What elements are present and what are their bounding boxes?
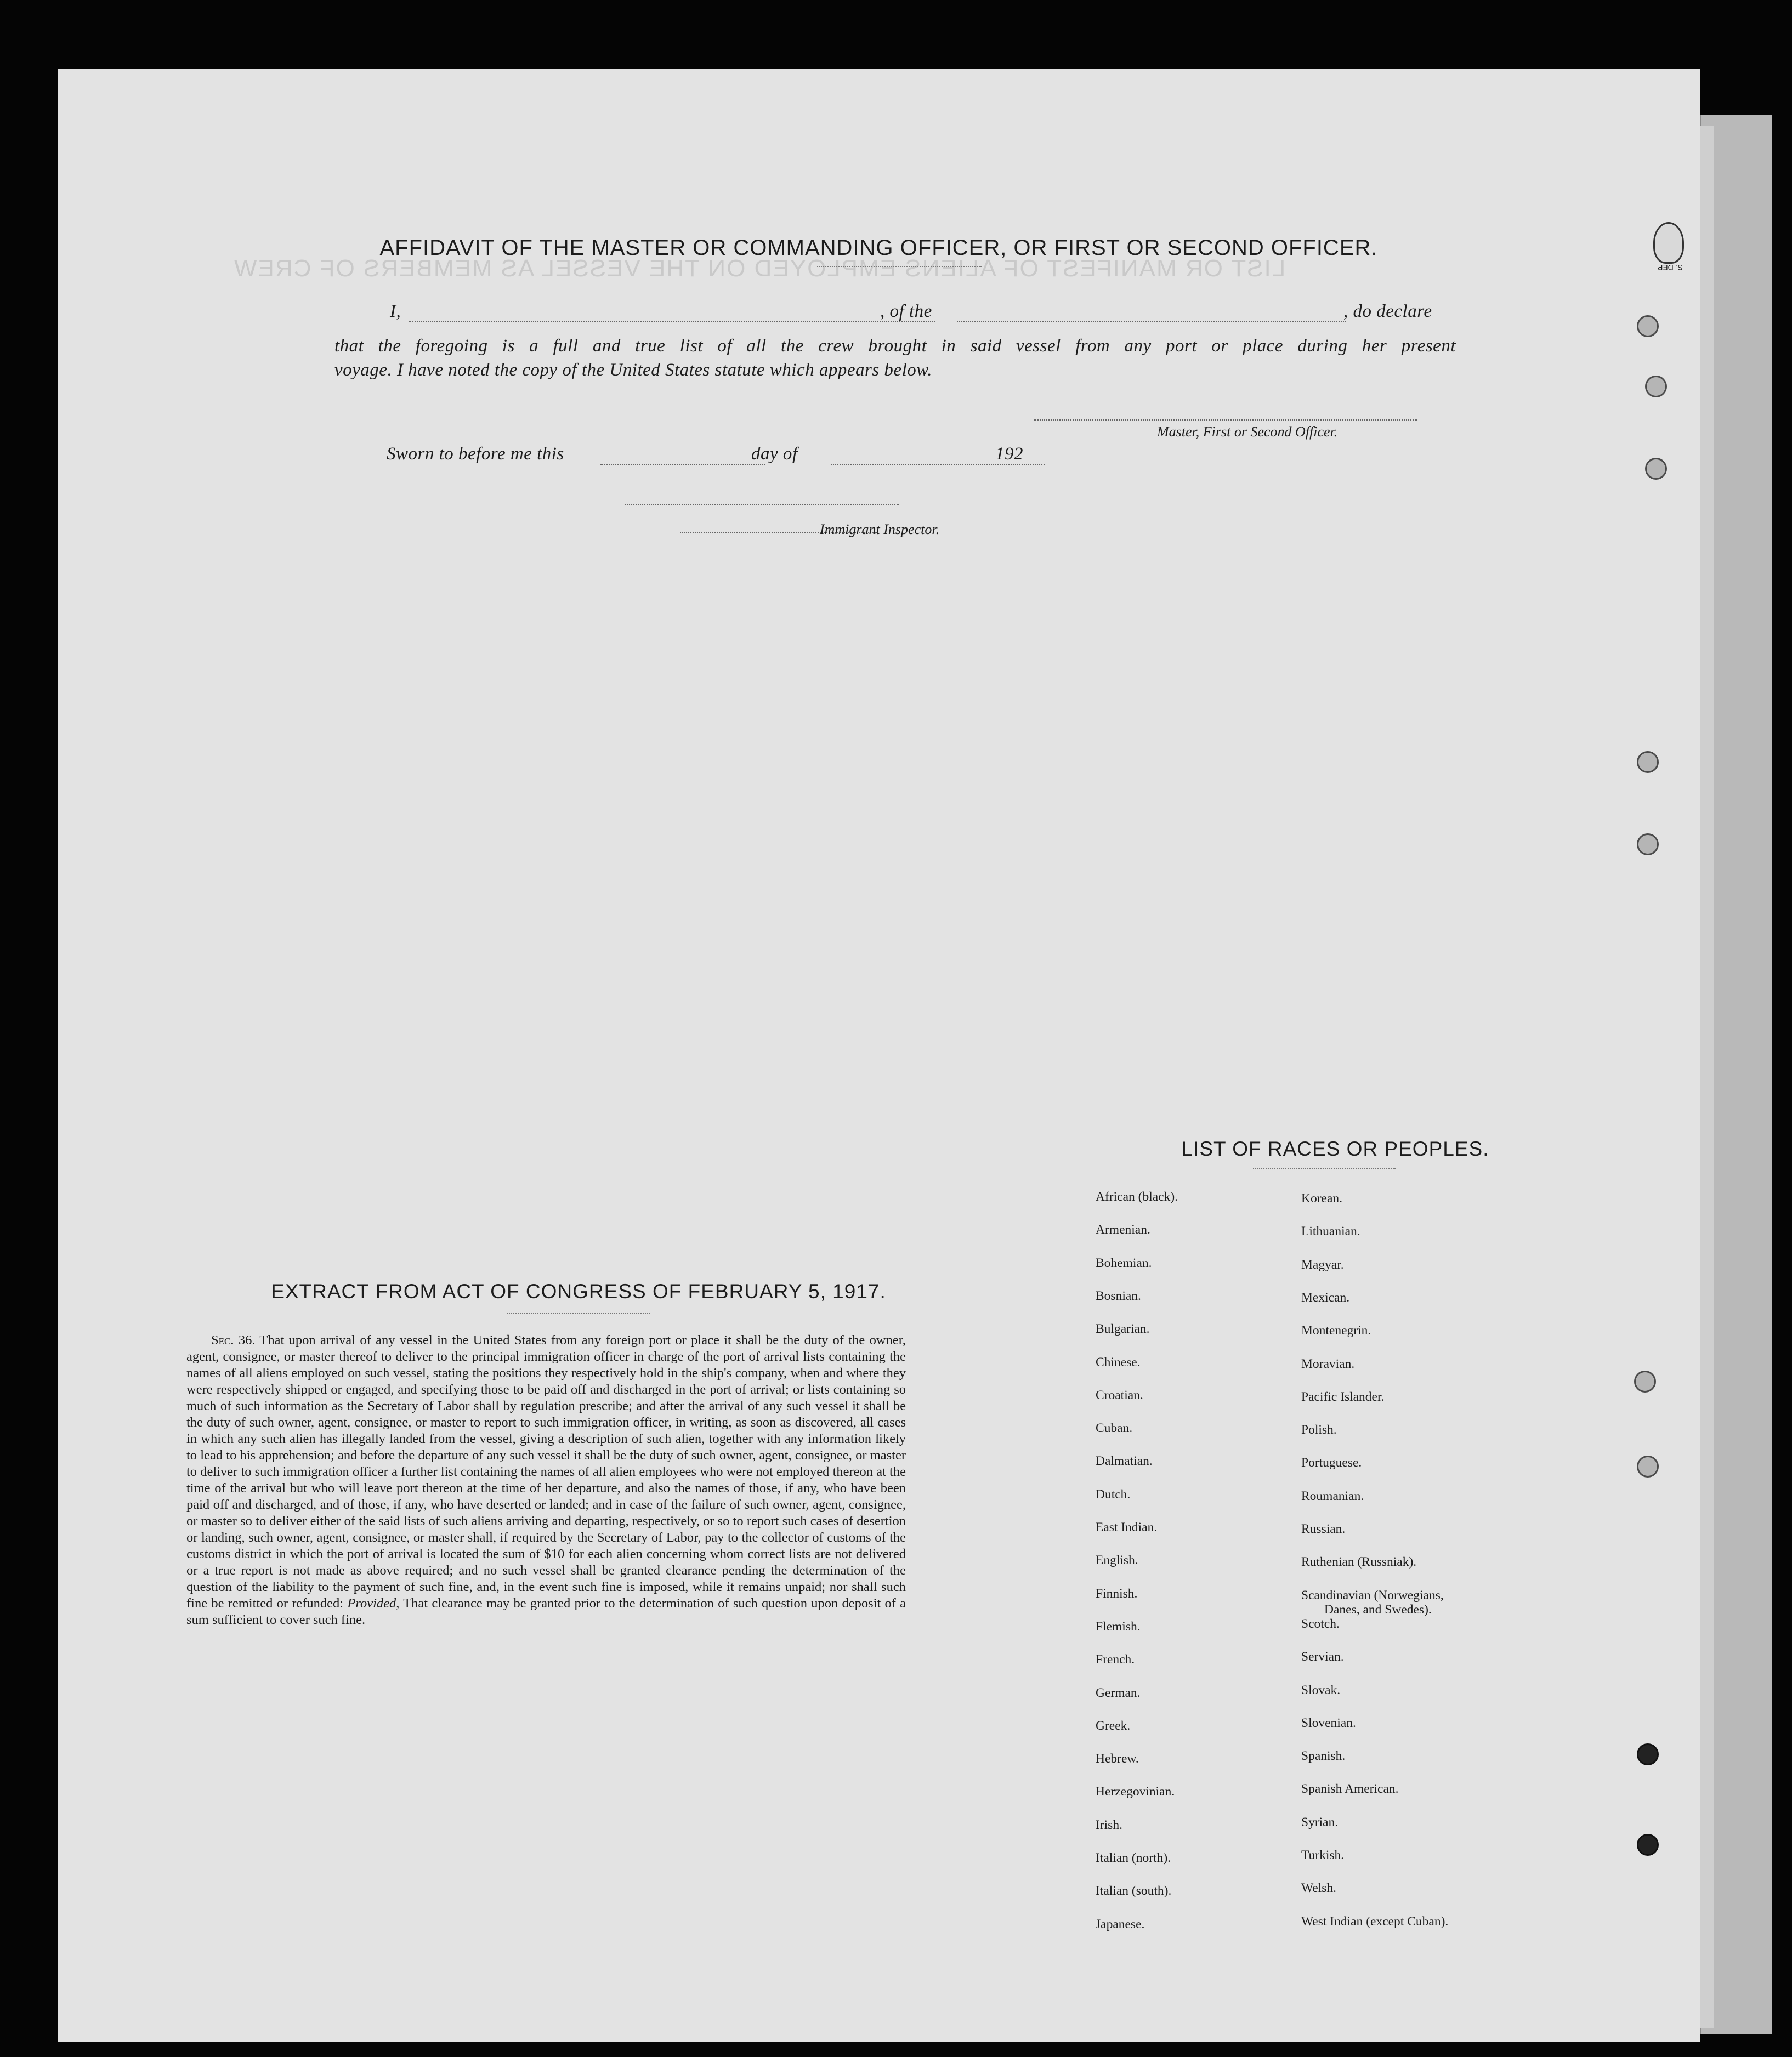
race-item: Scotch. bbox=[1301, 1617, 1340, 1631]
sworn-label: Sworn to before me this bbox=[387, 444, 564, 464]
race-item: German. bbox=[1096, 1686, 1141, 1700]
provided-word: Provided, bbox=[347, 1596, 400, 1611]
affidavit-i-label: I, bbox=[390, 302, 401, 321]
affidavit-do-declare-label: , do declare bbox=[1343, 302, 1432, 321]
punch-hole bbox=[1637, 1456, 1659, 1478]
race-item: Chinese. bbox=[1096, 1355, 1141, 1370]
race-item: Turkish. bbox=[1301, 1848, 1345, 1862]
punch-hole bbox=[1645, 458, 1667, 480]
punch-hole bbox=[1637, 1834, 1659, 1856]
extract-title: EXTRACT FROM ACT OF CONGRESS OF FEBRUARY 5, 1917. bbox=[271, 1280, 886, 1303]
race-item: Portuguese. bbox=[1301, 1456, 1362, 1470]
race-item: Polish. bbox=[1301, 1423, 1337, 1437]
race-item: Armenian. bbox=[1096, 1223, 1150, 1237]
race-item: Slovenian. bbox=[1301, 1716, 1356, 1730]
affidavit-of-the-label: , of the bbox=[880, 302, 932, 321]
title-underline bbox=[817, 266, 982, 267]
race-item: Korean. bbox=[1301, 1191, 1343, 1206]
act-section-36-text bbox=[186, 1332, 906, 1628]
day-blank bbox=[600, 464, 765, 465]
section-body-end: That clearance may be granted prior to the determination of such question upon deposit of a sum sufficient to cover such fine. bbox=[186, 1596, 906, 1627]
race-item: Hebrew. bbox=[1096, 1752, 1139, 1766]
race-item: West Indian (except Cuban). bbox=[1301, 1914, 1449, 1929]
department-stamp bbox=[1653, 222, 1684, 264]
race-item: East Indian. bbox=[1096, 1520, 1158, 1535]
race-item: Servian. bbox=[1301, 1650, 1344, 1664]
race-item: Montenegrin. bbox=[1301, 1323, 1371, 1338]
race-item: Bosnian. bbox=[1096, 1289, 1141, 1303]
bleed-through-header: LIST OR MANIFEST OF ALIENS EMPLOYED ON THE VESSEL AS MEMBERS OF CREW bbox=[233, 255, 1286, 282]
punch-hole bbox=[1637, 751, 1659, 773]
race-item: Irish. bbox=[1096, 1818, 1122, 1832]
race-item: Welsh. bbox=[1301, 1881, 1337, 1895]
race-item: Dalmatian. bbox=[1096, 1454, 1153, 1468]
affidavit-line-3: voyage. I have noted the copy of the United States statute which appears below. bbox=[334, 360, 933, 380]
year-prefix: 192 bbox=[995, 444, 1023, 464]
day-of-label: day of bbox=[751, 444, 798, 464]
race-item: Lithuanian. bbox=[1301, 1224, 1360, 1238]
race-item: Croatian. bbox=[1096, 1388, 1143, 1402]
race-item-continuation: Danes, and Swedes). bbox=[1324, 1603, 1432, 1617]
section-body: That upon arrival of any vessel in the United States from any foreign port or place it shall be the duty of the owner, agent, consignee, or master thereof to deliver to the principal immigration officer in charge of the port of arrival lists containing the names of all aliens employed on such vessel, stating the positions they respectively hold in the ship's company, when and where they were respectively shipped or engaged, and specifying those to be paid off and discharged in the port of arrival; or lists containing so much of such information as the Secretary of Labor shall by regulation prescribe; and after the arrival of any such vessel it shall be the duty of such owner, agent, consignee, or master to report to such immigration officer, in writing, as soon as discovered, all cases in which any such alien has illegally landed from the vessel, giving a description of such alien, together with any information likely to lead to his apprehension; and before the departure of any such vessel it shall be the duty of such owner, agent, consignee, or master to deliver to such immigration officer a further list containing the names of all alien employees who were not employed thereon at the time of the arrival but who will leave port thereon at the time of her departure, and also the names of those, if any, who have been paid off and discharged, and of those, if any, who have deserted or landed; and in case of the failure of such owner, agent, consignee, or master so to deliver either of the said lists of such aliens arriving and departing, respectively, or so to report such cases of desertion or landing, such owner, agent, consignee, or master shall, if required by the Secretary of Labor, pay to the collector of customs of the customs district in which the port of arrival is located the sum of $10 for each alien concerning whom correct lists are not delivered or a true report is not made as above required; and no such vessel shall be granted clearance pending the determination of the question of the liability to the payment of such fine, and, in the event such fine is imposed, while it remains unpaid; nor shall such fine be remitted or refunded: bbox=[186, 1333, 906, 1611]
punch-hole bbox=[1634, 1371, 1656, 1393]
race-item: Mexican. bbox=[1301, 1291, 1350, 1305]
race-item: Bohemian. bbox=[1096, 1256, 1152, 1270]
race-item: Syrian. bbox=[1301, 1815, 1339, 1829]
inspector-top-blank bbox=[625, 504, 899, 505]
race-item: Spanish American. bbox=[1301, 1782, 1399, 1796]
punch-hole bbox=[1637, 315, 1659, 337]
race-item: French. bbox=[1096, 1652, 1135, 1667]
race-item: Greek. bbox=[1096, 1719, 1131, 1733]
race-item: Russian. bbox=[1301, 1522, 1346, 1536]
race-item: Flemish. bbox=[1096, 1620, 1141, 1634]
races-title-underline bbox=[1253, 1168, 1396, 1169]
race-item: Ruthenian (Russniak). bbox=[1301, 1555, 1417, 1569]
name-blank bbox=[409, 321, 935, 322]
punch-hole bbox=[1645, 376, 1667, 397]
affidavit-line-2: that the foregoing is a full and true list of all the crew brought in said vessel from any port or place during her present bbox=[334, 336, 1456, 356]
race-item: Scandinavian (Norwegians, bbox=[1301, 1588, 1444, 1603]
signature-blank bbox=[1034, 419, 1417, 421]
department-stamp-text: S. DEP bbox=[1658, 263, 1683, 272]
race-item: Cuban. bbox=[1096, 1421, 1133, 1435]
section-label: Sec. 36. bbox=[211, 1333, 256, 1348]
race-item: Pacific Islander. bbox=[1301, 1390, 1385, 1404]
race-item: Italian (north). bbox=[1096, 1851, 1171, 1865]
race-item: African (black). bbox=[1096, 1190, 1178, 1204]
extract-title-underline bbox=[507, 1313, 650, 1314]
race-item: Roumanian. bbox=[1301, 1489, 1364, 1503]
race-item: Magyar. bbox=[1301, 1258, 1344, 1272]
race-item: Herzegovinian. bbox=[1096, 1785, 1175, 1799]
race-item: Slovak. bbox=[1301, 1683, 1341, 1697]
signature-caption: Master, First or Second Officer. bbox=[1157, 424, 1338, 440]
race-item: English. bbox=[1096, 1553, 1138, 1567]
race-item: Dutch. bbox=[1096, 1487, 1131, 1502]
manifest-page bbox=[58, 69, 1700, 2042]
race-item: Italian (south). bbox=[1096, 1884, 1172, 1898]
race-item: Spanish. bbox=[1301, 1749, 1346, 1763]
punch-hole bbox=[1637, 1743, 1659, 1765]
month-blank bbox=[831, 464, 1045, 465]
punch-hole bbox=[1637, 833, 1659, 855]
race-item: Moravian. bbox=[1301, 1357, 1355, 1371]
affidavit-title: AFFIDAVIT OF THE MASTER OR COMMANDING OFFICER, OR FIRST OR SECOND OFFICER. bbox=[379, 236, 1378, 260]
race-item: Bulgarian. bbox=[1096, 1322, 1150, 1336]
races-title: LIST OF RACES OR PEOPLES. bbox=[1181, 1138, 1489, 1160]
vessel-blank bbox=[957, 321, 1346, 322]
inspector-caption: Immigrant Inspector. bbox=[820, 521, 940, 537]
race-item: Japanese. bbox=[1096, 1917, 1145, 1931]
race-item: Finnish. bbox=[1096, 1587, 1138, 1601]
